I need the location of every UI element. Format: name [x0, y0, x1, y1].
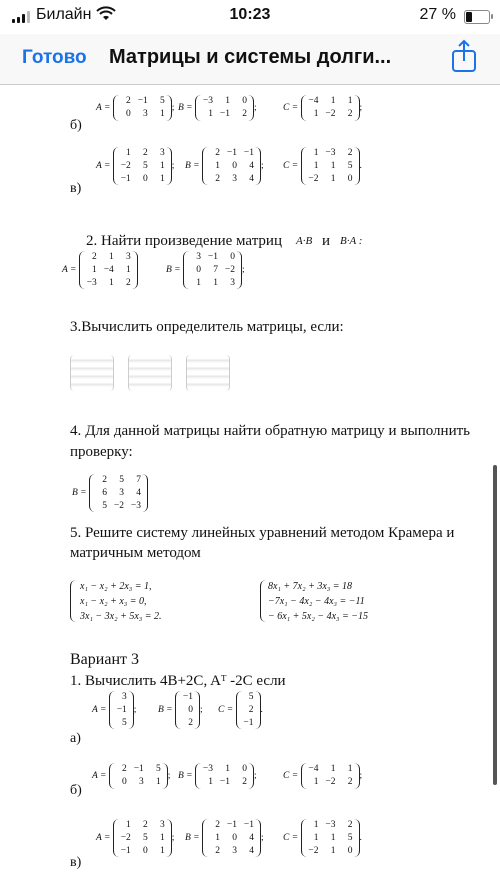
matrix-A: A = 1 2 3 −2 5 1 −1 0 1 ; — [96, 820, 175, 856]
done-button[interactable]: Готово — [22, 47, 87, 68]
system-brace — [70, 580, 79, 622]
variant-heading: Вариант 3 — [70, 651, 139, 668]
product-ba: B·A : — [340, 235, 363, 247]
matrix-C: C = −4 1 1 1 −2 2 ; — [283, 764, 363, 787]
part-label: в) — [70, 855, 82, 870]
part-label: б) — [70, 118, 82, 133]
battery-icon — [464, 10, 490, 24]
matrix-B: B = −3 1 0 1 −1 2 ; — [178, 764, 257, 787]
matrix-B: B = 2 5 7 6 3 4 5 −2 −3 — [72, 474, 148, 512]
matrix-A: A = 2 1 3 1 −4 1 −3 1 2 — [62, 251, 138, 289]
determinant-image — [186, 355, 230, 391]
matrix-A: A = 1 2 3 −2 5 1 −1 0 1 ; — [96, 148, 175, 184]
equation-system-1: x₁ − x₂ + 2x₃ = 1, x₁ − x₂ + x₃ = 0, 3x₁ − 3x₂ + 5x₃ = 2. — [80, 581, 162, 622]
task-5-text: 5. Решите систему линейных уравнений методом Крамера и матричным методом — [70, 525, 455, 562]
matrix-A: A = 2 −1 5 0 3 1 ; — [96, 96, 175, 119]
document-page — [0, 85, 500, 889]
v3-task-1-text: 1. Вычислить 4B+2C, Aᵀ -2C если — [70, 673, 286, 689]
product-ab: A·B — [296, 235, 313, 247]
status-bar — [0, 0, 500, 34]
matrix-A: A = 2 −1 5 0 3 1 ; — [92, 764, 171, 787]
clock: 10:23 — [229, 6, 271, 23]
part-label: в) — [70, 181, 82, 196]
matrix-A: A = 3 −1 5 ; — [92, 692, 137, 728]
scrollbar[interactable] — [493, 465, 497, 785]
matrix-C: C = −4 1 1 1 −2 2 ; — [283, 96, 363, 119]
matrix-C: C = 5 2 −1 . — [218, 692, 263, 728]
matrix-B: B = 2 −1 −1 1 0 4 2 3 4 ; — [185, 148, 264, 184]
battery-percent: 27 % — [419, 6, 456, 23]
equation-system-2: 8x₁ + 7x₂ + 3x₃ = 18 −7x₁ − 4x₂ − 4x₃ = −11 − 6x₁ + 5x₂ − 4x₃ = −15 — [268, 581, 368, 622]
matrix-B: B = 2 −1 −1 1 0 4 2 3 4 ; — [185, 820, 264, 856]
task-4-text: 4. Для данной матрицы найти обратную матрицу и выполнить проверку: — [70, 423, 470, 460]
carrier-name: Билайн — [36, 6, 92, 23]
determinant-image — [128, 355, 172, 391]
matrix-C: C = 1 −3 2 1 1 5 −2 1 0 . — [283, 820, 362, 856]
document-title: Матрицы и системы долги... — [109, 46, 392, 68]
and-word: и — [322, 233, 331, 249]
determinant-image — [70, 355, 114, 391]
matrix-B: B = 3 −1 0 0 7 −2 1 1 3 ; — [166, 252, 245, 288]
part-label: а) — [70, 731, 81, 746]
nav-bar — [0, 34, 500, 85]
share-icon[interactable] — [450, 39, 478, 73]
task-3-text: 3.Вычислить определитель матрицы, если: — [70, 319, 344, 335]
task-2-text: 2. Найти произведение матриц — [86, 233, 282, 249]
matrix-B: B = −1 0 2 ; — [158, 692, 203, 728]
matrix-B: B = −3 1 0 1 −1 2 ; — [178, 96, 257, 119]
part-label: б) — [70, 783, 82, 798]
matrix-C: C = 1 −3 2 1 1 5 −2 1 0 . — [283, 148, 362, 184]
